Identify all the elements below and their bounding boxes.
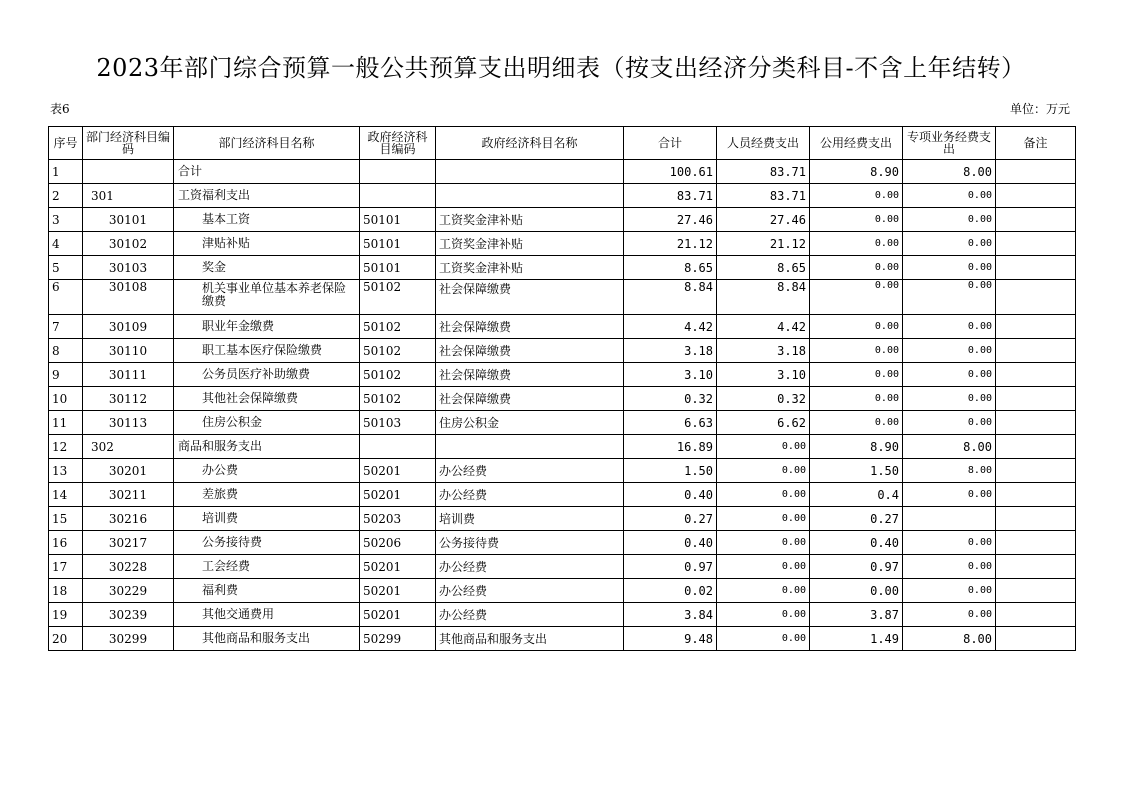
row-total: 8.65 <box>624 256 717 280</box>
row-gov-code: 50201 <box>360 603 436 627</box>
row-personnel: 0.00 <box>717 483 810 507</box>
row-remark <box>996 531 1076 555</box>
row-dept-code: 30299 <box>83 627 174 651</box>
row-total: 0.32 <box>624 387 717 411</box>
row-public: 0.40 <box>810 531 903 555</box>
row-gov-name: 社会保障缴费 <box>436 363 624 387</box>
row-personnel: 0.00 <box>717 531 810 555</box>
row-dept-code: 30228 <box>83 555 174 579</box>
row-personnel: 4.42 <box>717 315 810 339</box>
row-total: 0.97 <box>624 555 717 579</box>
table-row <box>49 507 1076 531</box>
header-special: 专项业务经费支出 <box>903 127 996 160</box>
row-gov-code: 50206 <box>360 531 436 555</box>
header-total: 合计 <box>624 127 717 160</box>
row-remark <box>996 160 1076 184</box>
row-dept-code: 302 <box>83 435 174 459</box>
header-personnel: 人员经费支出 <box>717 127 810 160</box>
row-personnel: 3.18 <box>717 339 810 363</box>
row-seq: 3 <box>49 208 83 232</box>
row-personnel: 83.71 <box>717 184 810 208</box>
row-dept-code: 30229 <box>83 579 174 603</box>
row-dept-name: 其他社会保障缴费 <box>174 387 360 411</box>
row-dept-name: 职业年金缴费 <box>174 315 360 339</box>
table-row <box>49 435 1076 459</box>
row-gov-code: 50201 <box>360 555 436 579</box>
row-gov-code: 50101 <box>360 256 436 280</box>
row-special: 8.00 <box>903 160 996 184</box>
row-total: 1.50 <box>624 459 717 483</box>
table-row <box>49 232 1076 256</box>
row-dept-name: 福利费 <box>174 579 360 603</box>
row-dept-name: 公务接待费 <box>174 531 360 555</box>
row-seq: 15 <box>49 507 83 531</box>
row-dept-name: 工资福利支出 <box>174 184 360 208</box>
row-remark <box>996 184 1076 208</box>
row-dept-name: 差旅费 <box>174 483 360 507</box>
row-dept-code <box>83 160 174 184</box>
row-gov-code: 50201 <box>360 483 436 507</box>
header-public: 公用经费支出 <box>810 127 903 160</box>
row-seq: 20 <box>49 627 83 651</box>
row-remark <box>996 459 1076 483</box>
row-personnel: 0.32 <box>717 387 810 411</box>
header-dept-name: 部门经济科目名称 <box>174 127 360 160</box>
row-dept-name: 其他交通费用 <box>174 603 360 627</box>
row-special: 0.00 <box>903 256 996 280</box>
row-seq: 19 <box>49 603 83 627</box>
row-dept-code: 30211 <box>83 483 174 507</box>
row-gov-code: 50102 <box>360 387 436 411</box>
row-total: 4.42 <box>624 315 717 339</box>
row-gov-name: 社会保障缴费 <box>436 339 624 363</box>
row-dept-code: 30217 <box>83 531 174 555</box>
row-personnel: 0.00 <box>717 555 810 579</box>
row-total: 27.46 <box>624 208 717 232</box>
row-personnel: 83.71 <box>717 160 810 184</box>
row-gov-code: 50102 <box>360 363 436 387</box>
row-remark <box>996 280 1076 315</box>
row-public: 8.90 <box>810 435 903 459</box>
table-row <box>49 256 1076 280</box>
row-seq: 13 <box>49 459 83 483</box>
row-special: 0.00 <box>903 232 996 256</box>
row-seq: 9 <box>49 363 83 387</box>
row-public: 1.49 <box>810 627 903 651</box>
row-gov-name: 社会保障缴费 <box>436 280 624 315</box>
row-special: 0.00 <box>903 280 996 315</box>
row-total: 83.71 <box>624 184 717 208</box>
row-seq: 8 <box>49 339 83 363</box>
row-personnel: 0.00 <box>717 435 810 459</box>
row-public: 0.27 <box>810 507 903 531</box>
row-dept-name: 商品和服务支出 <box>174 435 360 459</box>
row-remark <box>996 339 1076 363</box>
row-special: 0.00 <box>903 315 996 339</box>
row-personnel: 21.12 <box>717 232 810 256</box>
row-dept-code: 30112 <box>83 387 174 411</box>
row-public: 0.00 <box>810 232 903 256</box>
row-dept-code: 30102 <box>83 232 174 256</box>
row-total: 21.12 <box>624 232 717 256</box>
table-row <box>49 280 1076 315</box>
row-seq: 18 <box>49 579 83 603</box>
row-personnel: 8.65 <box>717 256 810 280</box>
table-row <box>49 483 1076 507</box>
row-public: 0.00 <box>810 280 903 315</box>
row-gov-name: 办公经费 <box>436 555 624 579</box>
row-remark <box>996 315 1076 339</box>
row-remark <box>996 411 1076 435</box>
row-dept-name: 奖金 <box>174 256 360 280</box>
row-total: 0.40 <box>624 531 717 555</box>
table-row <box>49 411 1076 435</box>
row-dept-code: 30101 <box>83 208 174 232</box>
row-personnel: 0.00 <box>717 507 810 531</box>
row-personnel: 3.10 <box>717 363 810 387</box>
row-gov-code: 50102 <box>360 280 436 315</box>
header-gov-code: 政府经济科目编码 <box>360 127 436 160</box>
row-public: 0.00 <box>810 579 903 603</box>
row-gov-name: 工资奖金津补贴 <box>436 256 624 280</box>
row-remark <box>996 507 1076 531</box>
row-personnel: 0.00 <box>717 627 810 651</box>
unit-label: 单位：万元 <box>1009 102 1070 116</box>
row-special: 0.00 <box>903 483 996 507</box>
table-row <box>49 603 1076 627</box>
row-dept-name: 机关事业单位基本养老保险缴费 <box>174 280 360 315</box>
row-remark <box>996 579 1076 603</box>
row-dept-code: 30239 <box>83 603 174 627</box>
table-row <box>49 363 1076 387</box>
row-dept-name: 基本工资 <box>174 208 360 232</box>
row-personnel: 27.46 <box>717 208 810 232</box>
row-public: 0.00 <box>810 339 903 363</box>
row-gov-code <box>360 184 436 208</box>
row-remark <box>996 435 1076 459</box>
row-seq: 11 <box>49 411 83 435</box>
row-special: 8.00 <box>903 627 996 651</box>
row-public: 0.00 <box>810 363 903 387</box>
row-seq: 6 <box>49 280 83 315</box>
row-special: 0.00 <box>903 555 996 579</box>
row-total: 0.02 <box>624 579 717 603</box>
row-total: 100.61 <box>624 160 717 184</box>
table-number: 表6 <box>50 102 70 116</box>
row-personnel: 0.00 <box>717 579 810 603</box>
row-gov-name <box>436 160 624 184</box>
row-dept-code: 30201 <box>83 459 174 483</box>
page-title: 2023年部门综合预算一般公共预算支出明细表（按支出经济分类科目-不含上年结转） <box>96 54 1026 82</box>
budget-table <box>48 126 1076 651</box>
row-gov-name: 其他商品和服务支出 <box>436 627 624 651</box>
row-personnel: 0.00 <box>717 459 810 483</box>
row-dept-code: 301 <box>83 184 174 208</box>
row-special: 0.00 <box>903 387 996 411</box>
row-dept-name: 住房公积金 <box>174 411 360 435</box>
table-row <box>49 387 1076 411</box>
row-remark <box>996 208 1076 232</box>
row-remark <box>996 363 1076 387</box>
row-personnel: 8.84 <box>717 280 810 315</box>
table-row <box>49 555 1076 579</box>
row-gov-name <box>436 435 624 459</box>
row-dept-code: 30111 <box>83 363 174 387</box>
row-dept-code: 30113 <box>83 411 174 435</box>
row-dept-code: 30108 <box>83 280 174 315</box>
row-gov-name: 办公经费 <box>436 579 624 603</box>
row-dept-name: 培训费 <box>174 507 360 531</box>
row-gov-code: 50101 <box>360 232 436 256</box>
row-personnel: 0.00 <box>717 603 810 627</box>
row-total: 0.40 <box>624 483 717 507</box>
row-total: 6.63 <box>624 411 717 435</box>
row-public: 0.00 <box>810 315 903 339</box>
row-personnel: 6.62 <box>717 411 810 435</box>
row-gov-code: 50101 <box>360 208 436 232</box>
row-special: 0.00 <box>903 579 996 603</box>
row-remark <box>996 555 1076 579</box>
row-gov-name: 工资奖金津补贴 <box>436 232 624 256</box>
row-dept-code: 30103 <box>83 256 174 280</box>
row-gov-name: 社会保障缴费 <box>436 387 624 411</box>
row-public: 0.00 <box>810 208 903 232</box>
row-special: 0.00 <box>903 411 996 435</box>
row-dept-name: 合计 <box>174 160 360 184</box>
row-seq: 5 <box>49 256 83 280</box>
row-gov-code: 50102 <box>360 315 436 339</box>
table-row <box>49 339 1076 363</box>
row-dept-code: 30216 <box>83 507 174 531</box>
row-special <box>903 507 996 531</box>
row-dept-name: 公务员医疗补助缴费 <box>174 363 360 387</box>
table-row <box>49 160 1076 184</box>
row-special: 0.00 <box>903 603 996 627</box>
row-dept-name: 职工基本医疗保险缴费 <box>174 339 360 363</box>
row-gov-name: 办公经费 <box>436 483 624 507</box>
row-public: 1.50 <box>810 459 903 483</box>
header-remark: 备注 <box>996 127 1076 160</box>
header-seq: 序号 <box>49 127 83 160</box>
row-dept-code: 30109 <box>83 315 174 339</box>
row-special: 0.00 <box>903 208 996 232</box>
row-seq: 10 <box>49 387 83 411</box>
table-row <box>49 531 1076 555</box>
row-total: 9.48 <box>624 627 717 651</box>
row-dept-name: 办公费 <box>174 459 360 483</box>
row-gov-name: 社会保障缴费 <box>436 315 624 339</box>
row-special: 0.00 <box>903 339 996 363</box>
row-gov-code: 50103 <box>360 411 436 435</box>
header-gov-name: 政府经济科目名称 <box>436 127 624 160</box>
row-special: 0.00 <box>903 531 996 555</box>
row-public: 0.00 <box>810 184 903 208</box>
row-public: 0.97 <box>810 555 903 579</box>
row-gov-name: 办公经费 <box>436 603 624 627</box>
row-remark <box>996 232 1076 256</box>
row-gov-code: 50203 <box>360 507 436 531</box>
row-public: 0.4 <box>810 483 903 507</box>
row-seq: 17 <box>49 555 83 579</box>
row-remark <box>996 483 1076 507</box>
row-total: 8.84 <box>624 280 717 315</box>
row-public: 0.00 <box>810 387 903 411</box>
table-header-row <box>49 127 1076 160</box>
row-remark <box>996 603 1076 627</box>
row-gov-code: 50299 <box>360 627 436 651</box>
row-gov-code: 50201 <box>360 459 436 483</box>
row-gov-code: 50201 <box>360 579 436 603</box>
row-total: 3.18 <box>624 339 717 363</box>
row-dept-code: 30110 <box>83 339 174 363</box>
row-total: 0.27 <box>624 507 717 531</box>
row-dept-name: 工会经费 <box>174 555 360 579</box>
table-row <box>49 627 1076 651</box>
row-seq: 1 <box>49 160 83 184</box>
row-gov-name: 住房公积金 <box>436 411 624 435</box>
row-seq: 14 <box>49 483 83 507</box>
row-gov-name: 培训费 <box>436 507 624 531</box>
row-gov-code: 50102 <box>360 339 436 363</box>
table-body <box>49 160 1076 651</box>
row-public: 0.00 <box>810 411 903 435</box>
row-gov-name: 办公经费 <box>436 459 624 483</box>
row-total: 16.89 <box>624 435 717 459</box>
row-seq: 7 <box>49 315 83 339</box>
row-public: 8.90 <box>810 160 903 184</box>
row-special: 8.00 <box>903 435 996 459</box>
row-total: 3.10 <box>624 363 717 387</box>
table-row <box>49 315 1076 339</box>
row-seq: 2 <box>49 184 83 208</box>
row-seq: 12 <box>49 435 83 459</box>
row-seq: 4 <box>49 232 83 256</box>
row-gov-name: 公务接待费 <box>436 531 624 555</box>
row-remark <box>996 387 1076 411</box>
row-public: 0.00 <box>810 256 903 280</box>
row-special: 0.00 <box>903 184 996 208</box>
row-total: 3.84 <box>624 603 717 627</box>
row-dept-name: 津贴补贴 <box>174 232 360 256</box>
table-row <box>49 184 1076 208</box>
table-row <box>49 579 1076 603</box>
row-public: 3.87 <box>810 603 903 627</box>
table-row <box>49 459 1076 483</box>
row-gov-code <box>360 435 436 459</box>
row-seq: 16 <box>49 531 83 555</box>
row-special: 0.00 <box>903 363 996 387</box>
row-gov-code <box>360 160 436 184</box>
row-gov-name <box>436 184 624 208</box>
row-gov-name: 工资奖金津补贴 <box>436 208 624 232</box>
row-remark <box>996 627 1076 651</box>
row-remark <box>996 256 1076 280</box>
table-row <box>49 208 1076 232</box>
row-special: 8.00 <box>903 459 996 483</box>
row-dept-name: 其他商品和服务支出 <box>174 627 360 651</box>
header-dept-code: 部门经济科目编码 <box>83 127 174 160</box>
